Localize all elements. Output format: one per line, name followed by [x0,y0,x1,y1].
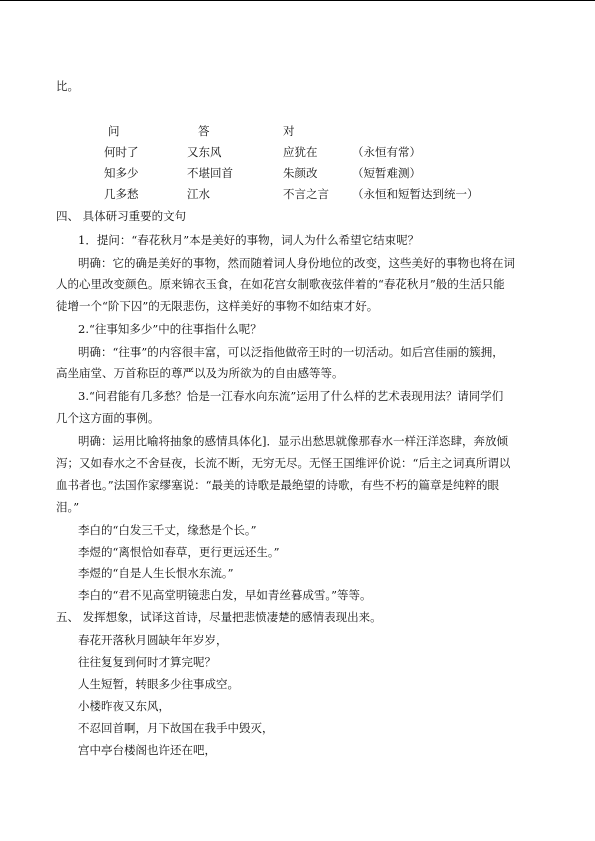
section-five-heading: 五、 发挥想象，试译这首诗，尽量把悲愤凄楚的感情表现出来。 [56,610,382,624]
answer-three-line: 明确：运用比喻将抽象的感情具体化]．显示出愁思就像那春水一样汪洋恣肆，奔放倾 [78,434,508,448]
answer-one-line: 人的心里改变颜色。原来锦衣玉食，在如花宫女制歌夜弦伴着的“春花秋月”般的生活只能 [56,277,505,291]
table-cell: （永恒和短暂达到统一） [352,187,479,201]
table-cell: 何时了 [104,145,139,159]
answer-three-line: 血书者也。”法国作家缪塞说：“最美的诗歌是最绝望的诗歌，有些不朽的篇章是纯粹的眼 [56,478,500,492]
example-quote: 李白的“白发三千丈，缘愁是个长。” [78,523,257,537]
table-header: 问 [108,124,120,138]
poem-translation-line: 宫中亭台楼阁也许还在吧， [78,743,216,757]
poem-translation-line: 往往复复到何时才算完呢？ [78,655,216,669]
question-one: 1．提问：“春花秋月”本是美好的事物，词人为什么希望它结束呢？ [78,233,420,247]
question-three-line: 几个这方面的事例。 [56,411,160,425]
answer-three-line: 泪。” [56,500,80,514]
question-three-line: 3.“问君能有几多愁？恰是一江春水向东流”运用了什么样的艺术表现用法？请同学们 [78,389,504,403]
table-cell: 应犹在 [283,145,318,159]
intro-tail-text: 比。 [56,79,79,93]
table-cell: 又东风 [187,145,222,159]
answer-one-line: 徒增一个“阶下囚”的无限悲伤，这样美好的事物不如结束才好。 [56,299,379,313]
poem-translation-line: 小楼昨夜又东风， [78,699,170,713]
poem-translation-line: 不忍回首啊，月下故国在我手中毁灭， [78,721,274,735]
question-two: 2.“往事知多少”中的往事指什么呢？ [78,322,262,336]
table-header: 答 [198,124,210,138]
table-cell: （永恒有常） [352,145,421,159]
table-cell: 朱颜改 [283,166,318,180]
table-cell: 几多愁 [104,187,139,201]
answer-one-line: 明确：它的确是美好的事物，然而随着词人身份地位的改变，这些美好的事物也将在词 [78,256,515,270]
section-four-heading: 四、 具体研习重要的文句 [56,209,187,223]
table-cell: （短暂难测） [352,166,421,180]
answer-two-line: 高坐庙堂、万首称臣的尊严以及为所欲为的自由感等等。 [56,366,344,380]
table-cell: 不言之言 [283,187,329,201]
table-header: 对 [283,124,295,138]
example-quote: 李煜的“离恨恰如春草，更行更远还生。” [78,545,280,559]
table-cell: 知多少 [104,166,139,180]
answer-three-line: 泻；又如春水之不舍昼夜，长流不断，无穷无尽。无怪王国维评价说：“后主之词真所谓以 [56,456,511,470]
example-quote: 李白的“君不见高堂明镜悲白发，早如青丝暮成雪。”等等。 [78,588,372,602]
poem-translation-line: 人生短暂，转眼多少往事成空。 [78,677,239,691]
answer-two-line: 明确：“往事”的内容很丰富，可以泛指他做帝王时的一切活动。如后宫佳丽的簇拥， [78,345,504,359]
poem-translation-line: 春花开落秋月圆缺年年岁岁， [78,633,228,647]
table-cell: 江水 [187,187,210,201]
table-cell: 不堪回首 [187,166,233,180]
example-quote: 李煜的“自是人生长恨水东流。” [78,566,234,580]
